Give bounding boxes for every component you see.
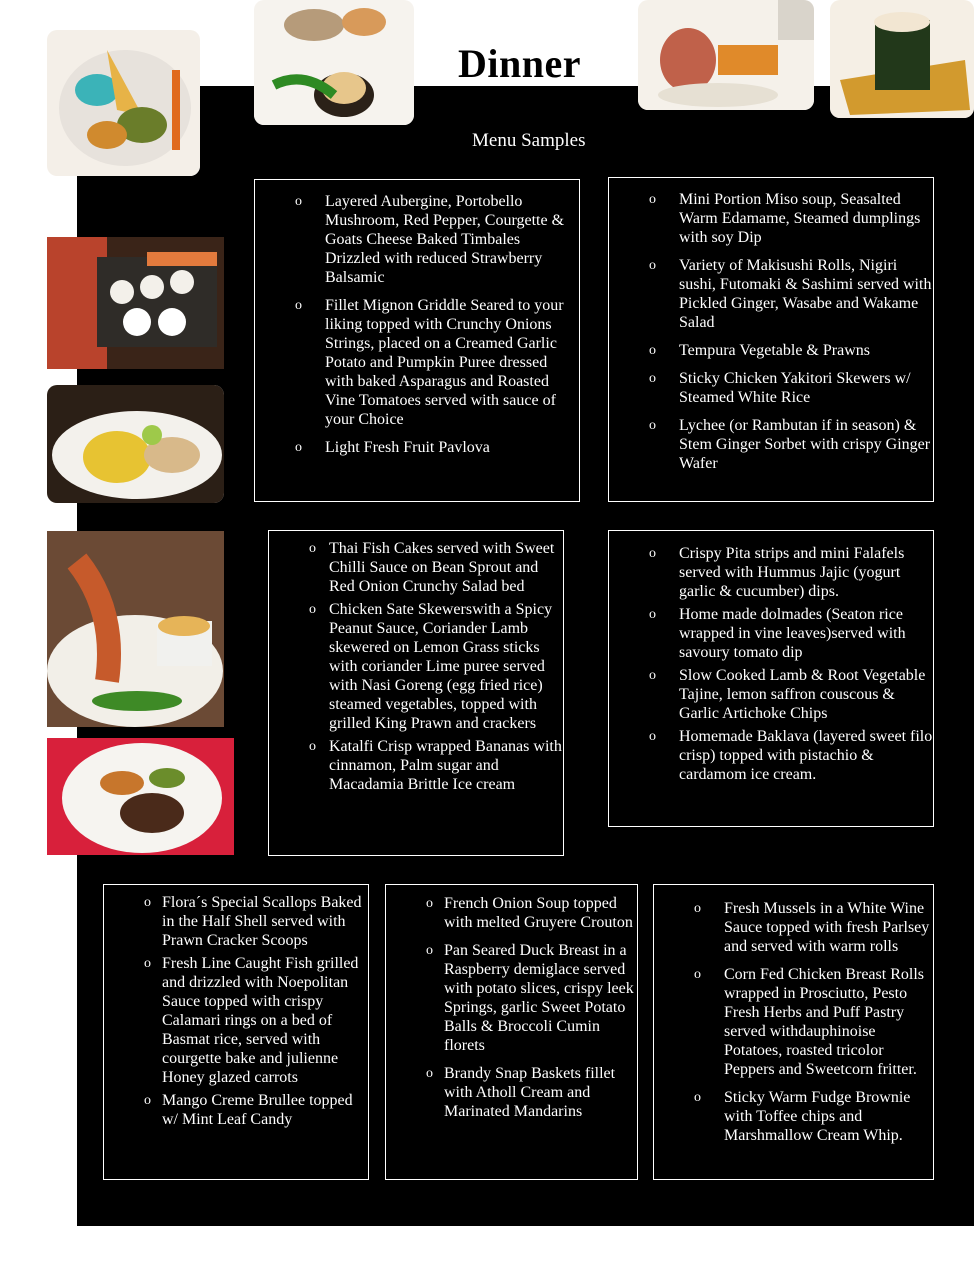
menu-item-list <box>609 544 933 784</box>
menu-item: o Chicken Sate Skewerswith a Spicy Peanut Sauce, Coriander Lamb skewered on Lemon Grass sticks with coriander Lime puree served with Nasi Goreng (egg fried rice) steamed vegetables, topped with grilled King Prawn and crackers <box>269 600 563 733</box>
menu-item: o Fresh Line Caught Fish grilled and drizzled with Noepolitan Sauce topped with crispy Calamari rings on a bed of Basmat rice, served with courgette bake and julienne Honey glazed carrots <box>104 954 368 1087</box>
food-photo-nori-roll <box>830 0 974 118</box>
food-photo-platter <box>47 30 200 176</box>
menu-item: o Sticky Warm Fudge Brownie with Toffee chips and Marshmallow Cream Whip. <box>654 1088 933 1145</box>
menu-item: o Sticky Chicken Yakitori Skewers w/ Steamed White Rice <box>609 369 933 407</box>
menu-box-3 <box>268 530 564 856</box>
menu-item: o Mini Portion Miso soup, Seasalted Warm Edamame, Steamed dumplings with soy Dip <box>609 190 933 247</box>
menu-item: o Lychee (or Rambutan if in season) & Stem Ginger Sorbet with crispy Ginger Wafer <box>609 416 933 473</box>
menu-item: o Home made dolmades (Seaton rice wrapped in vine leaves)served with savoury tomato dip <box>609 605 933 662</box>
menu-item: o Crispy Pita strips and mini Falafels served with Hummus Jajic (yogurt garlic & cucumber) dips. <box>609 544 933 601</box>
menu-item-list <box>386 894 637 1121</box>
menu-item: o Mango Creme Brullee topped w/ Mint Leaf Candy <box>104 1091 368 1129</box>
menu-item-list <box>609 190 933 473</box>
food-photo-scallop <box>254 0 414 125</box>
menu-item-list <box>255 192 579 457</box>
menu-item: o Pan Seared Duck Breast in a Raspberry demiglace served with potato slices, crispy leek Springs, garlic Sweet Potato Balls & Broccoli Cumin florets <box>386 941 637 1055</box>
menu-item: o Fillet Mignon Griddle Seared to your liking topped with Crunchy Onions Strings, placed on a Creamed Garlic Potato and Pumpkin Puree dressed with baked Asparagus and Roasted Vine Tomatoes served with sauce of your Choice <box>255 296 579 429</box>
page-subtitle: Menu Samples <box>472 130 586 151</box>
food-photo-roulade <box>638 0 814 110</box>
food-photo-sushi <box>47 237 224 369</box>
menu-item: o Light Fresh Fruit Pavlova <box>255 438 579 457</box>
menu-item-list <box>654 899 933 1145</box>
menu-box-6 <box>385 884 638 1180</box>
menu-item: o Corn Fed Chicken Breast Rolls wrapped in Prosciutto, Pesto Fresh Herbs and Puff Pastry served withdauphinoise Potatoes, roasted tricolor Peppers and Sweetcorn fritter. <box>654 965 933 1079</box>
page-title: Dinner <box>458 41 581 86</box>
menu-item: o Homemade Baklava (layered sweet filo crisp) topped with pistachio & cardamom ice cream. <box>609 727 933 784</box>
menu-box-7 <box>653 884 934 1180</box>
menu-item: o Variety of Makisushi Rolls, Nigiri sushi, Futomaki & Sashimi served with Pickled Ginger, Wasabe and Wakame Salad <box>609 256 933 332</box>
menu-item: o French Onion Soup topped with melted Gruyere Crouton <box>386 894 637 932</box>
menu-item: o Fresh Mussels in a White Wine Sauce topped with fresh Parlsey and served with warm rolls <box>654 899 933 956</box>
food-photo-rice-plate <box>47 385 224 503</box>
menu-item: o Slow Cooked Lamb & Root Vegetable Tajine, lemon saffron couscous & Garlic Artichoke Chips <box>609 666 933 723</box>
menu-item: o Tempura Vegetable & Prawns <box>609 341 933 360</box>
menu-item: o Flora´s Special Scallops Baked in the Half Shell served with Prawn Cracker Scoops <box>104 893 368 950</box>
menu-box-2 <box>608 177 934 502</box>
food-photo-lamb-plate <box>47 738 234 855</box>
menu-box-1 <box>254 179 580 502</box>
menu-item-list <box>104 893 368 1129</box>
menu-item: o Katalfi Crisp wrapped Bananas with cinnamon, Palm sugar and Macadamia Brittle Ice cream <box>269 737 563 794</box>
menu-item: o Thai Fish Cakes served with Sweet Chilli Sauce on Bean Sprout and Red Onion Crunchy Salad bed <box>269 539 563 596</box>
menu-item-list <box>269 539 563 794</box>
menu-item: o Layered Aubergine, Portobello Mushroom, Red Pepper, Courgette & Goats Cheese Baked Timbales Drizzled with reduced Strawberry Balsamic <box>255 192 579 287</box>
food-photo-lobster <box>47 531 224 727</box>
menu-box-5 <box>103 884 369 1180</box>
menu-box-4 <box>608 530 934 827</box>
menu-item: o Brandy Snap Baskets fillet with Atholl Cream and Marinated Mandarins <box>386 1064 637 1121</box>
